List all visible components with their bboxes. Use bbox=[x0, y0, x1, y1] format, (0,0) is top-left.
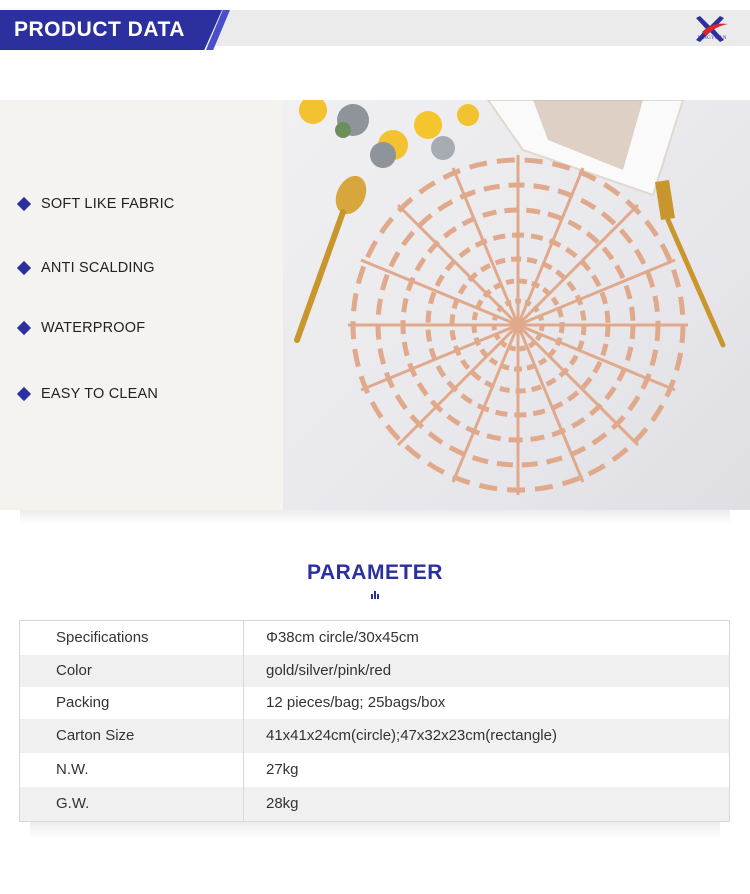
feature-item bbox=[17, 386, 158, 402]
parameter-table bbox=[19, 620, 730, 822]
feature-item bbox=[17, 320, 145, 336]
diamond-bullet-icon bbox=[17, 261, 31, 275]
param-key: Specifications bbox=[56, 629, 149, 646]
flower-decoration-icon bbox=[299, 100, 479, 168]
param-key: Color bbox=[56, 662, 92, 679]
diamond-bullet-icon bbox=[17, 197, 31, 211]
table-divider bbox=[243, 621, 244, 821]
param-value: 41x41x24cm(circle);47x32x23cm(rectangle) bbox=[266, 727, 557, 744]
param-key: N.W. bbox=[56, 761, 89, 778]
table-row bbox=[20, 621, 729, 655]
placemat-flower bbox=[348, 155, 688, 495]
param-value: 12 pieces/bag; 25bags/box bbox=[266, 694, 446, 711]
param-key: Carton Size bbox=[56, 727, 135, 744]
feature-label: ANTI SCALDING bbox=[41, 260, 155, 276]
diamond-bullet-icon bbox=[17, 321, 31, 335]
table-row bbox=[20, 655, 729, 687]
brand-logo-text: XINGYUAN bbox=[697, 36, 727, 41]
table-row bbox=[20, 787, 729, 821]
feature-panel bbox=[0, 100, 283, 510]
page-title: PRODUCT DATA bbox=[14, 18, 185, 41]
placemat-illustration bbox=[283, 100, 750, 510]
diamond-bullet-icon bbox=[17, 387, 31, 401]
param-key: G.W. bbox=[56, 795, 90, 812]
param-value: 27kg bbox=[266, 761, 299, 778]
table-shadow bbox=[30, 822, 720, 838]
feature-item bbox=[17, 196, 174, 212]
product-photo bbox=[283, 100, 750, 510]
section-shadow bbox=[20, 510, 730, 524]
table-row bbox=[20, 753, 729, 787]
feature-label: WATERPROOF bbox=[41, 320, 146, 336]
feature-label: EASY TO CLEAN bbox=[41, 386, 159, 402]
feature-label: SOFT LIKE FABRIC bbox=[41, 196, 175, 212]
table-row bbox=[20, 719, 729, 753]
param-key: Packing bbox=[56, 694, 110, 711]
feature-item bbox=[17, 260, 155, 276]
param-value: 28kg bbox=[266, 795, 299, 812]
table-row bbox=[20, 687, 729, 719]
param-value: Φ38cm circle/30x45cm bbox=[266, 629, 419, 646]
bars-divider-icon bbox=[369, 591, 381, 599]
param-value: gold/silver/pink/red bbox=[266, 662, 392, 679]
parameter-title: PARAMETER bbox=[307, 561, 443, 584]
gold-spoon-icon bbox=[297, 171, 372, 340]
